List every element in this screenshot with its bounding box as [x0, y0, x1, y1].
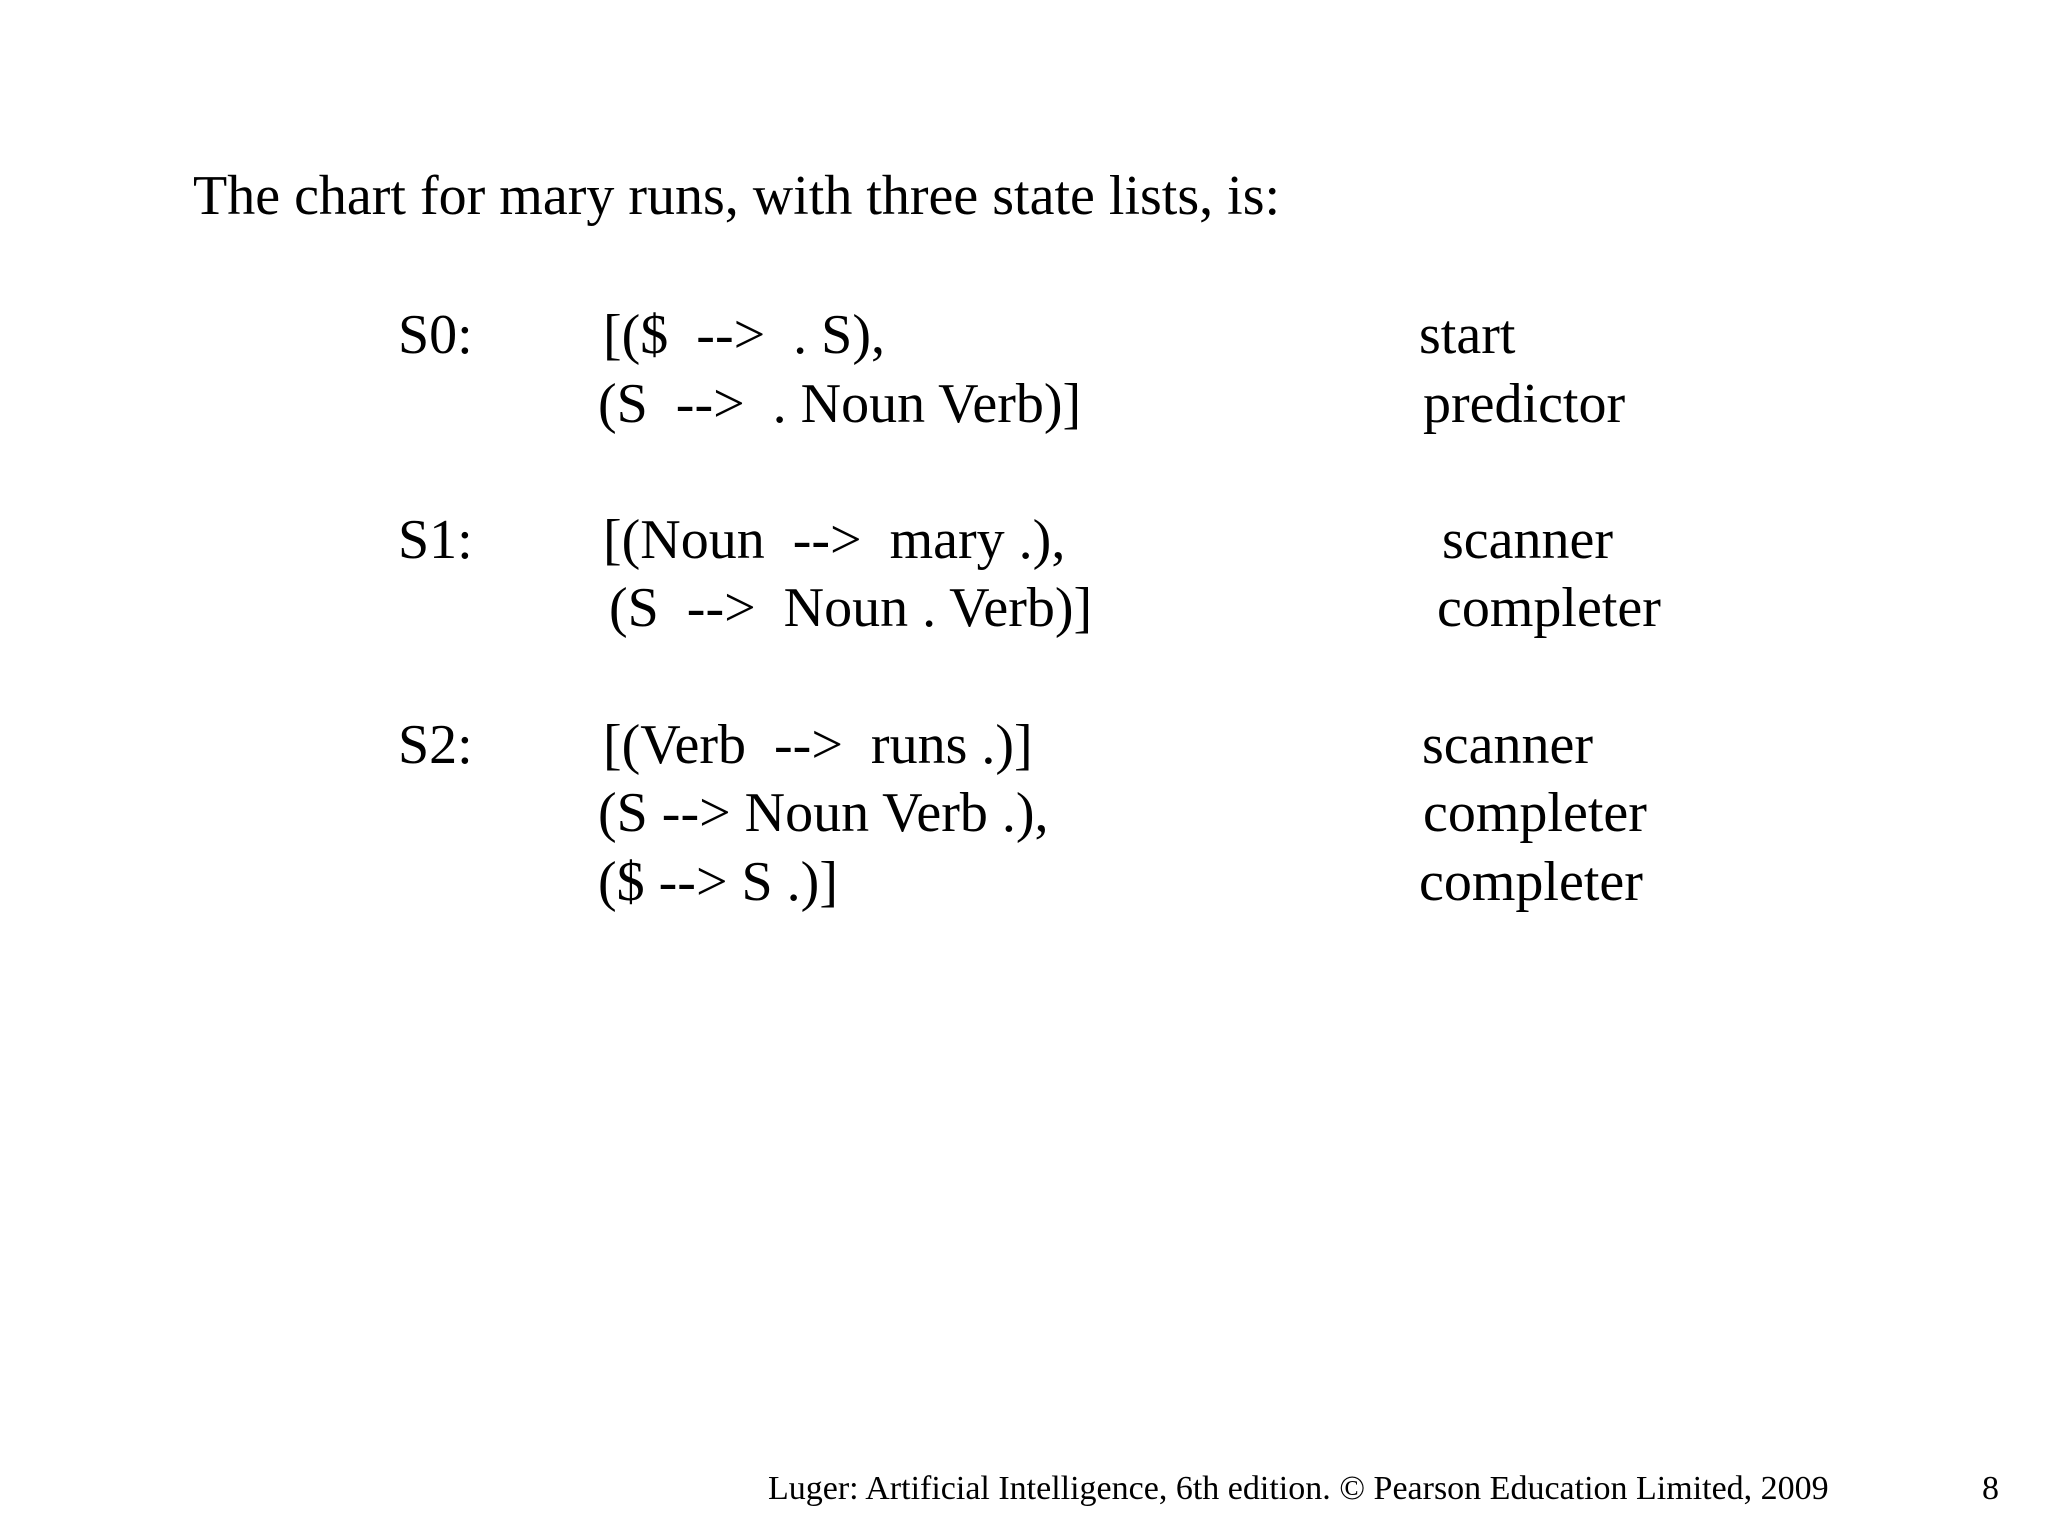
state-operation: completer [1437, 577, 1661, 639]
state-operation: completer [1423, 782, 1647, 844]
state-label: S2: [398, 714, 473, 776]
state-operation: scanner [1442, 509, 1614, 571]
state-rule: [(Verb --> runs .)] [603, 714, 1033, 776]
state-rule: [($ --> . S), [603, 304, 885, 366]
state-rule: (S --> Noun . Verb)] [609, 577, 1093, 639]
state-operation: predictor [1423, 373, 1626, 435]
footer-citation: Luger: Artificial Intelligence, 6th edition. © Pearson Education Limited, 2009 [768, 1470, 1829, 1507]
state-operation: scanner [1422, 714, 1594, 776]
state-rule: [(Noun --> mary .), [603, 509, 1066, 571]
state-rule: (S --> Noun Verb .), [598, 782, 1049, 844]
state-operation: completer [1419, 851, 1643, 913]
intro-text: The chart for mary runs, with three state lists, is: [193, 165, 1281, 227]
state-label: S0: [398, 304, 473, 366]
page-number: 8 [1982, 1470, 1999, 1507]
state-label: S1: [398, 509, 473, 571]
state-rule: (S --> . Noun Verb)] [598, 373, 1082, 435]
state-rule: ($ --> S .)] [598, 851, 838, 913]
state-operation: start [1419, 304, 1516, 366]
